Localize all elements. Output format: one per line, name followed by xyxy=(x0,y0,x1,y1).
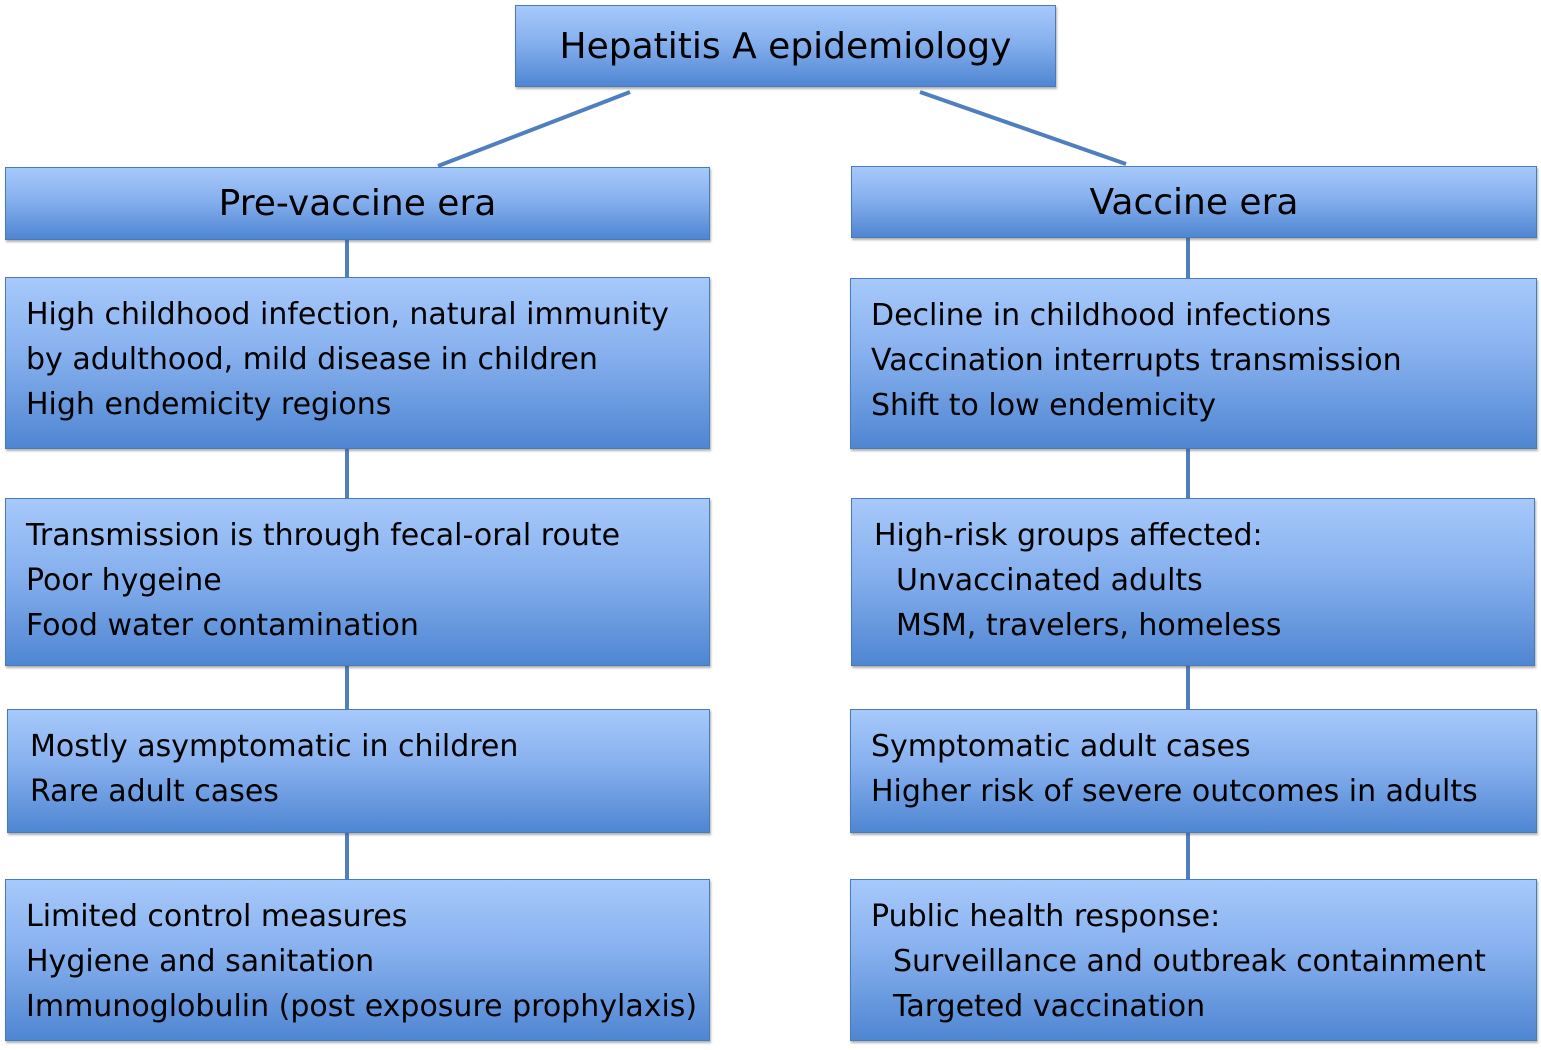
text-line: Symptomatic adult cases xyxy=(871,729,1251,764)
left-box-4 xyxy=(5,879,710,1041)
right-header: Vaccine era xyxy=(1089,181,1299,223)
text-line: Hygiene and sanitation xyxy=(26,944,375,979)
text-line: High-risk groups affected: xyxy=(874,518,1263,553)
right-box-3 xyxy=(850,709,1537,833)
right-box-1 xyxy=(850,278,1537,449)
left-box-1 xyxy=(5,277,710,449)
connector-title-left xyxy=(438,92,630,166)
right-header-box xyxy=(851,166,1537,238)
text-line: Public health response: xyxy=(871,899,1221,934)
left-box-2 xyxy=(5,498,710,666)
text-line: Transmission is through fecal-oral route xyxy=(26,518,621,553)
right-box-2 xyxy=(851,498,1535,666)
left-box-3 xyxy=(7,709,710,833)
text-line: High childhood infection, natural immunity xyxy=(26,297,669,332)
text-line: Rare adult cases xyxy=(30,774,279,809)
text-line: Mostly asymptomatic in children xyxy=(30,729,519,764)
text-line: MSM, travelers, homeless xyxy=(896,608,1282,643)
text-line: Surveillance and outbreak containment xyxy=(893,944,1486,979)
title-box xyxy=(515,5,1056,87)
text-line: Decline in childhood infections xyxy=(871,298,1332,333)
text-line: Immunoglobulin (post exposure prophylaxis) xyxy=(26,989,698,1024)
text-line: Higher risk of severe outcomes in adults xyxy=(871,774,1478,809)
text-line: Shift to low endemicity xyxy=(871,388,1217,423)
text-line: by adulthood, mild disease in children xyxy=(26,342,598,377)
text-line: Targeted vaccination xyxy=(893,989,1206,1024)
text-line: Limited control measures xyxy=(26,899,408,934)
right-box-4 xyxy=(850,879,1537,1041)
left-header-box xyxy=(5,167,710,240)
text-line: Poor hygeine xyxy=(26,563,222,598)
text-line: High endemicity regions xyxy=(26,387,392,422)
connector-title-right xyxy=(920,92,1126,164)
diagram-title: Hepatitis A epidemiology xyxy=(559,25,1012,67)
text-line: Food water contamination xyxy=(26,608,419,643)
text-line: Vaccination interrupts transmission xyxy=(871,343,1402,378)
text-line: Unvaccinated adults xyxy=(896,563,1203,598)
left-header: Pre-vaccine era xyxy=(218,183,497,224)
